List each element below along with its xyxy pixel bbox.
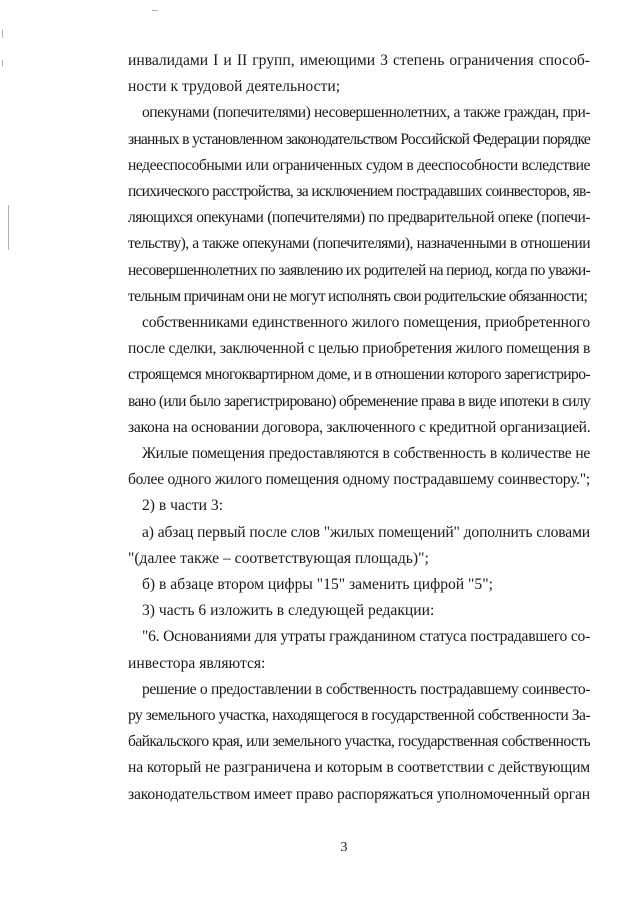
- text-line: закона на основании договора, заключенного с кредитной организацией.: [128, 418, 591, 436]
- text-line: а) абзац первый после слов "жилых помещений" дополнить словами: [142, 523, 590, 541]
- text-line: "6. Основаниями для утраты гражданином статуса пострадавшего со-: [142, 628, 590, 646]
- scan-artifact: [152, 10, 158, 11]
- text-line: более одного жилого помещения одному пострадавшему соинвестору.";: [128, 471, 590, 489]
- scan-artifact: [2, 60, 3, 66]
- text-line: ности к трудовой деятельности;: [128, 78, 341, 96]
- text-line: знанных в установленном законодательством Российской Федерации порядке: [128, 130, 590, 148]
- scan-artifact: [2, 30, 3, 38]
- text-line: инвестора являются:: [128, 654, 266, 672]
- scan-artifact: [8, 205, 9, 250]
- text-line: Жилые помещения предоставляются в собственность в количестве не: [142, 445, 590, 463]
- document-body: [128, 48, 590, 808]
- text-line: решение о предоставлении в собственность пострадавшему соинвесто-: [142, 680, 590, 698]
- text-line: недееспособными или ограниченных судом в дееспособности вследствие: [128, 156, 590, 174]
- text-line: б) в абзаце втором цифры "15" заменить цифрой "5";: [142, 576, 493, 594]
- text-line: ляющихся опекунами (попечителями) по предварительной опеке (попечи-: [128, 209, 590, 227]
- text-line: опекунами (попечителями) несовершеннолетних, а также граждан, при-: [142, 104, 590, 122]
- text-line: 2) в части 3:: [142, 497, 224, 515]
- text-line: тельству), а также опекунами (попечителями), назначенными в отношении: [128, 235, 590, 253]
- text-line: собственниками единственного жилого помещения, приобретенного: [142, 314, 590, 332]
- text-line: тельным причинам они не могут исполнять свои родительские обязанности;: [128, 287, 588, 305]
- text-line: ру земельного участка, находящегося в государственной собственности За-: [128, 707, 590, 725]
- text-line: законодательством имеет право распоряжаться уполномоченный орган: [128, 785, 590, 803]
- text-line: 3) часть 6 изложить в следующей редакции:: [142, 602, 435, 620]
- text-line: строящемся многоквартирном доме, и в отношении которого зарегистриро-: [128, 366, 590, 384]
- page-number: 3: [340, 840, 348, 855]
- text-line: вано (или было зарегистрировано) обременение права в виде ипотеки в силу: [128, 392, 590, 410]
- text-line: после сделки, заключенной с целью приобретения жилого помещения в: [128, 340, 591, 358]
- text-line: психического расстройства, за исключением пострадавших соинвесторов, яв-: [128, 183, 590, 201]
- text-line: на который не разграничена и которым в соответствии с действующим: [128, 759, 590, 777]
- text-line: "(далее также – соответствующая площадь)";: [128, 549, 429, 567]
- text-line: несовершеннолетних по заявлению их родителей на период, когда по уважи-: [128, 261, 590, 279]
- text-line: инвалидами I и II групп, имеющими 3 степень ограничения способ-: [128, 52, 590, 69]
- text-line: байкальского края, или земельного участка, государственная собственность: [128, 733, 590, 751]
